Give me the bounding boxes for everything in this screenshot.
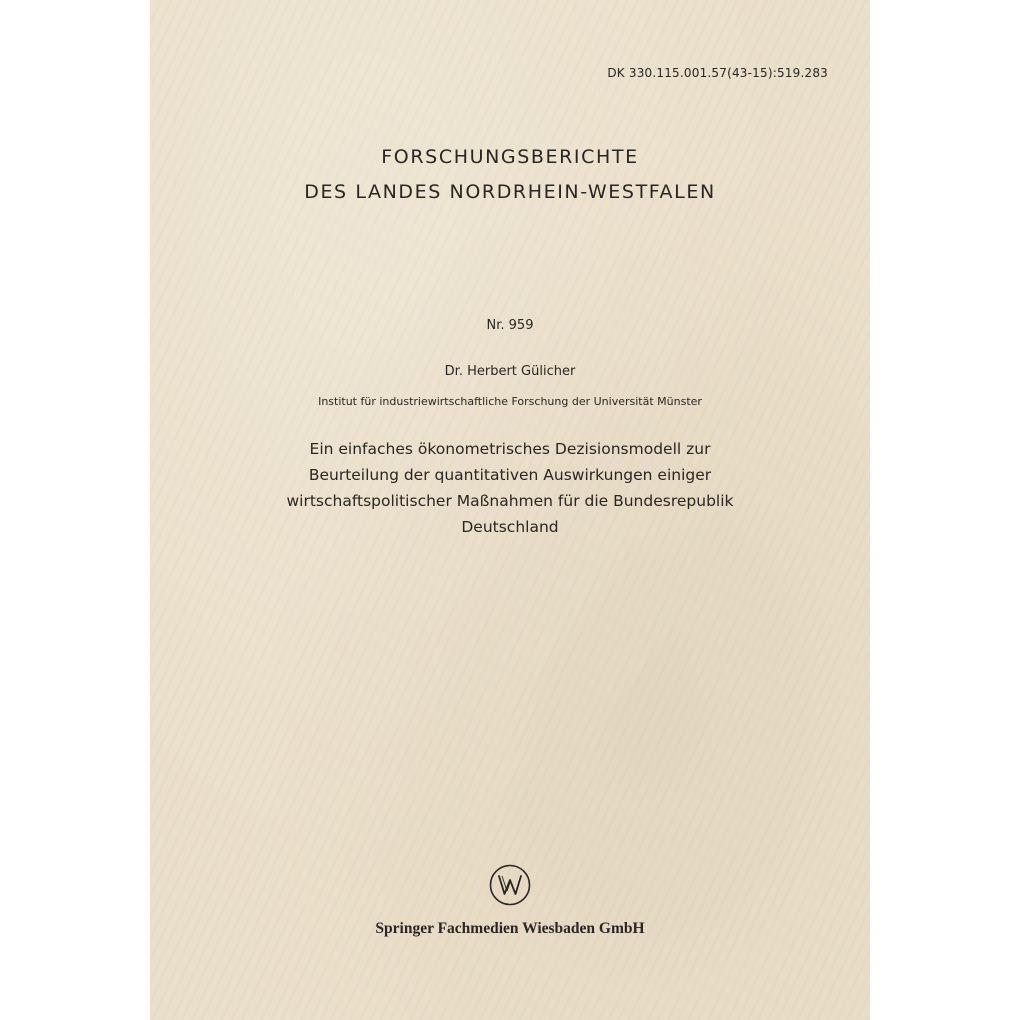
book-title-line-4: Deutschland — [461, 518, 559, 536]
series-title-line-1: FORSCHUNGSBERICHTE — [381, 146, 639, 168]
springer-w-circle-logo — [487, 862, 533, 908]
report-number: Nr. 959 — [486, 318, 534, 333]
dk-classification: DK 330.115.001.57(43-15):519.283 — [607, 66, 828, 80]
publisher-name: Springer Fachmedien Wiesbaden GmbH — [375, 920, 645, 937]
book-title-line-3: wirtschaftspolitischer Maßnahmen für die Bundesrepublik — [286, 492, 734, 510]
institute-name: Institut für industriewirtschaftliche Forschung der Universität Münster — [318, 395, 702, 408]
book-cover — [150, 0, 870, 1020]
author-name: Dr. Herbert Gülicher — [444, 364, 576, 379]
book-title-line-1: Ein einfaches ökonometrisches Dezisionsmodell zur — [309, 440, 711, 458]
book-title-line-2: Beurteilung der quantitativen Auswirkungen einiger — [308, 466, 712, 484]
series-title-line-2: DES LANDES NORDRHEIN-WESTFALEN — [304, 181, 716, 203]
